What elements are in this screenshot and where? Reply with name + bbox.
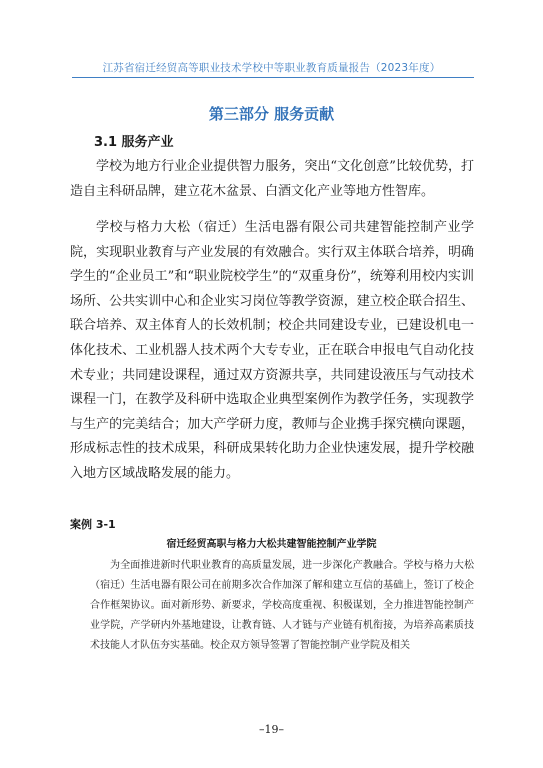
running-header: 江苏省宿迁经贸高等职业技术学校中等职业教育质量报告（2023年度） (102, 62, 441, 74)
case-label: 案例 3-1 (70, 518, 116, 531)
paragraph-1 (70, 155, 474, 204)
paragraph-2-text: 学校与格力大松（宿迁）生活电器有限公司共建智能控制产业学院，实现职业教育与产业发展的有效融合。实行双主体联合培养，明确学生的“企业员工”和“职业院校学生”的“双重身份”，统筹利用校内实训场所、公共实训中心和企业实习岗位等教学资源，建立校企联合招生、联合培养、双主体育人的长效机制；校企共同建设专业，已建设机电一体化技术、工业机器人技术两个大专专业，正在联合申报电气自动化技术专业；共同建设课程，通过双方资源共享，共同建设液压与气动技术课程一门，在教学及科研中选取企业典型案例作为教学任务，实现教学与生产的完美结合；加大产学研力度，教师与企业携手探究横向课题，形成标志性的技术成果，科研成果转化助力企业快速发展，提升学校融入地方区域战略发展的能力。 (70, 220, 474, 481)
section-title: 3.1 服务产业 (94, 135, 174, 150)
header-rule (72, 77, 474, 78)
part-title: 第三部分 服务贡献 (208, 105, 335, 123)
case-title: 宿迁经贸高职与格力大松共建智能控制产业学院 (166, 539, 377, 550)
case-body-text: 为全面推进新时代职业教育的高质量发展，进一步深化产教融合。学校与格力大松（宿迁）生活电器有限公司在前期多次合作加深了解和建立互信的基础上，签订了校企合作框架协议。面对新形势、新要求，学校高度重视、积极谋划，全力推进智能控制产业学院，产学研内外基地建设，让教育链、人才链与产业链有机衔接，为培养高素质技术技能人才队伍夯实基础。校企双方领导签署了智能控制产业学院及相关 (90, 560, 474, 651)
case-body (90, 556, 474, 656)
page-number: –19– (259, 723, 284, 736)
paragraph-2 (70, 216, 474, 487)
paragraph-1-text: 学校为地方行业企业提供智力服务，突出“文化创意”比较优势，打造自主科研品牌，建立花木盆景、白酒文化产业等地方性智库。 (70, 159, 474, 199)
